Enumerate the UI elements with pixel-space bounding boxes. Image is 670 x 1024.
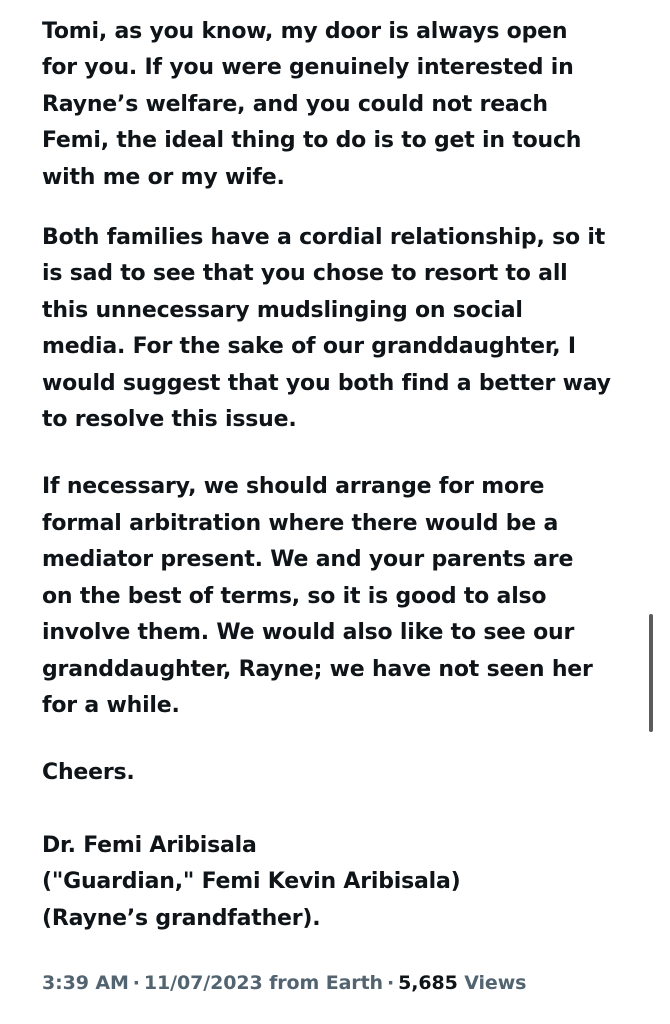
text-line: Both families have a cordial relationship, so it [42, 225, 606, 251]
text-line: ("Guardian," Femi Kevin Aribisala) [42, 869, 461, 895]
text-line: granddaughter, Rayne; we have not seen her [42, 656, 593, 682]
post-date-link[interactable]: 11/07/2023 [143, 972, 263, 994]
views-count[interactable]: 5,685 [398, 972, 458, 994]
scrollbar-thumb[interactable] [649, 614, 653, 732]
text-line: for you. If you were genuinely interested in [42, 55, 574, 81]
meta-separator: · [132, 972, 140, 994]
post-paragraph-2 [42, 220, 632, 438]
text-line: involve them. We would also like to see our [42, 620, 575, 646]
text-line: (Rayne’s grandfather). [42, 905, 321, 931]
text-line: would suggest that you both find a better way [42, 370, 611, 396]
text-line: Femi, the ideal thing to do is to get in touch [42, 128, 582, 154]
text-line: this unnecessary mudslinging on social [42, 297, 523, 323]
text-line: formal arbitration where there would be a [42, 510, 559, 536]
views-label[interactable]: Views [464, 972, 527, 994]
text-line: on the best of terms, so it is good to also [42, 583, 547, 609]
post-meta [42, 972, 526, 994]
text-line: for a while. [42, 692, 180, 718]
post-source: from Earth [269, 972, 383, 994]
post-paragraph-1 [42, 14, 632, 196]
post-body [42, 14, 632, 937]
post-sign-off [42, 755, 632, 791]
text-line: mediator present. We and your parents are [42, 547, 574, 573]
text-line: If necessary, we should arrange for more [42, 474, 545, 500]
text-line: Rayne’s welfare, and you could not reach [42, 91, 548, 117]
text-line: to resolve this issue. [42, 407, 297, 433]
text-line: Dr. Femi Aribisala [42, 832, 257, 858]
post-signature [42, 828, 632, 937]
text-line: is sad to see that you chose to resort to all [42, 261, 568, 287]
post-time-link[interactable]: 3:39 AM [42, 972, 129, 994]
meta-separator: · [386, 972, 395, 994]
text-line: with me or my wife. [42, 164, 285, 190]
text-line: Tomi, as you know, my door is always open [42, 19, 568, 44]
post-paragraph-3 [42, 469, 632, 724]
text-line: Cheers. [42, 760, 135, 786]
text-line: media. For the sake of our granddaughter, I [42, 334, 576, 360]
